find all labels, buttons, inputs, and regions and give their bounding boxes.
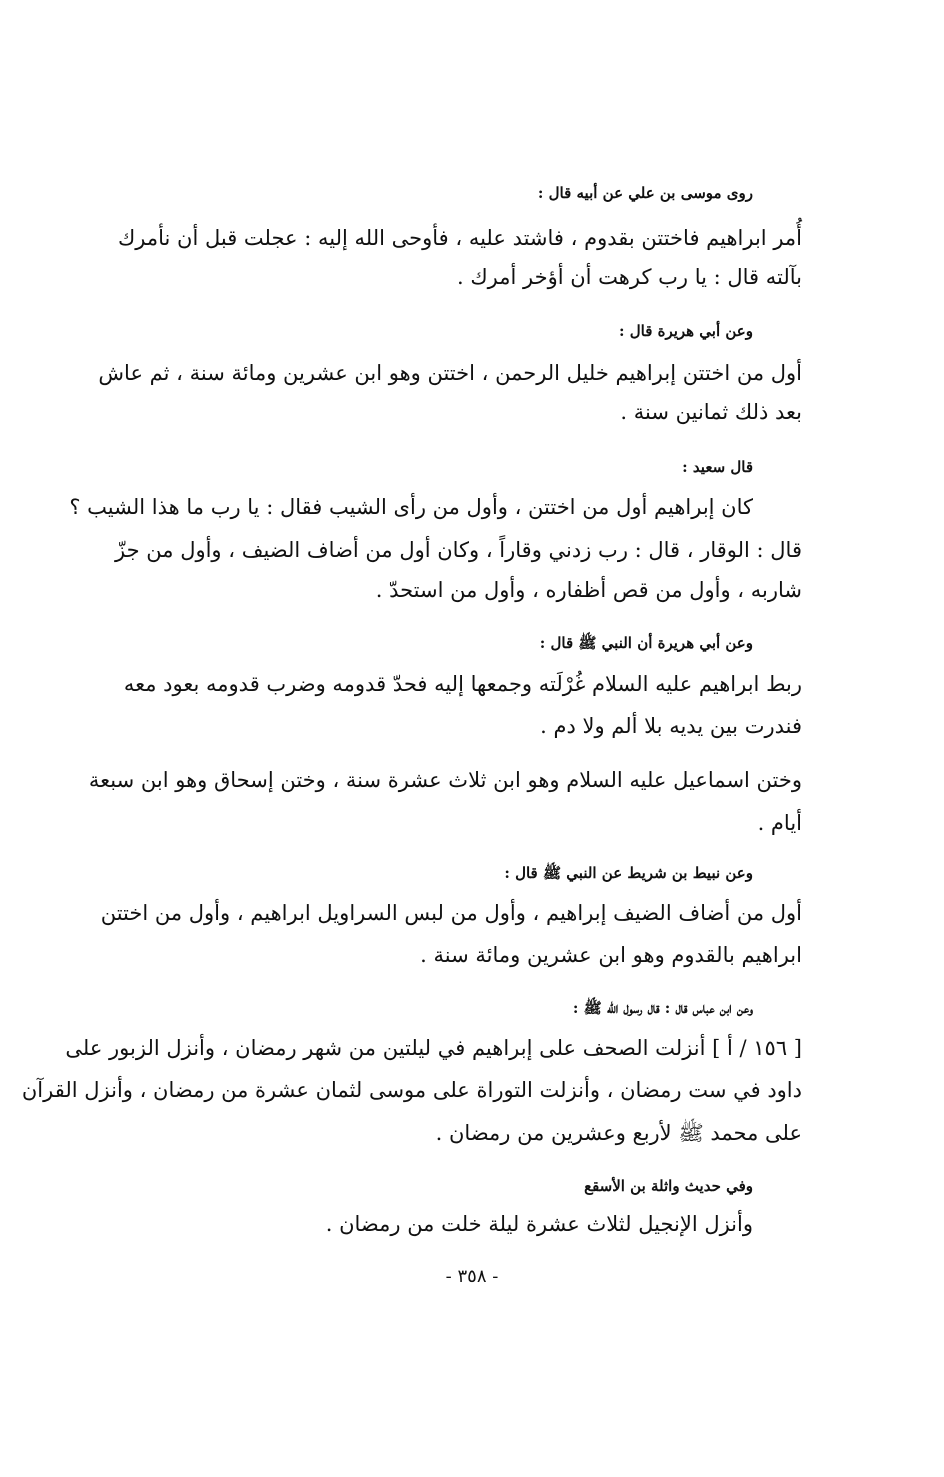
text-line: [ ١٥٦ / أ ] أنزلت الصحف على إبراهيم في ليلتين من شهر رمضان ، وأنزل الزبور على — [65, 1036, 802, 1060]
section-heading: وعن نبيط بن شريط عن النبي ﷺ قال : — [504, 864, 753, 882]
text-line: وأنزل الإنجيل لثلاث عشرة ليلة خلت من رمضان . — [325, 1212, 753, 1236]
section-heading: وعن ابن عباس قال : قال رسول الله ﷺ : — [572, 999, 753, 1017]
text-line: داود في ست رمضان ، وأنزلت التوراة على موسى لثمان عشرة من رمضان ، وأنزل القرآن — [21, 1078, 802, 1102]
section-heading: روى موسى بن علي عن أبيه قال : — [537, 184, 753, 202]
page-number: - ٣٥٨ - — [445, 1266, 499, 1287]
text-line: أُمر ابراهيم فاختتن بقدوم ، فاشتد عليه ، فأوحى الله إليه : عجلت قبل أن نأمرك — [117, 226, 802, 250]
text-line: أيام . — [757, 811, 802, 835]
text-line: وختن اسماعيل عليه السلام وهو ابن ثلاث عشرة سنة ، وختن إسحاق وهو ابن سبعة — [88, 768, 802, 792]
text-line: أول من اختتن إبراهيم خليل الرحمن ، اختتن وهو ابن عشرين ومائة سنة ، ثم عاش — [98, 361, 802, 385]
section-heading: وعن أبي هريرة أن النبي ﷺ قال : — [539, 634, 753, 652]
text-line: بآلته قال : يا رب كرهت أن أؤخر أمرك . — [457, 265, 802, 289]
text-line: بعد ذلك ثمانين سنة . — [620, 400, 802, 424]
text-line: على محمد ﷺ لأربع وعشرين من رمضان . — [435, 1121, 802, 1145]
section-heading: وفي حديث واثلة بن الأسقع — [584, 1177, 753, 1195]
text-line: ابراهيم بالقدوم وهو ابن عشرين ومائة سنة . — [420, 943, 802, 967]
text-line: شاربه ، وأول من قص أظفاره ، وأول من استحدّ . — [375, 578, 802, 602]
text-line: أول من أضاف الضيف إبراهيم ، وأول من لبس السراويل ابراهيم ، وأول من اختتن — [100, 901, 802, 925]
section-heading: وعن أبي هريرة قال : — [618, 322, 753, 340]
text-line: ربط ابراهيم عليه السلام غُرْلَته وجمعها إليه فحدّ قدومه وضرب قدومه بعود معه — [123, 672, 802, 696]
section-heading: قال سعيد : — [682, 458, 753, 476]
text-line: كان إبراهيم أول من اختتن ، وأول من رأى الشيب فقال : يا رب ما هذا الشيب ؟ — [69, 495, 753, 519]
text-line: فندرت بين يديه بلا ألم ولا دم . — [540, 714, 802, 738]
text-line: قال : الوقار ، قال : رب زدني وقاراً ، وكان أول من أضاف الضيف ، وأول من جزّ — [115, 538, 802, 562]
